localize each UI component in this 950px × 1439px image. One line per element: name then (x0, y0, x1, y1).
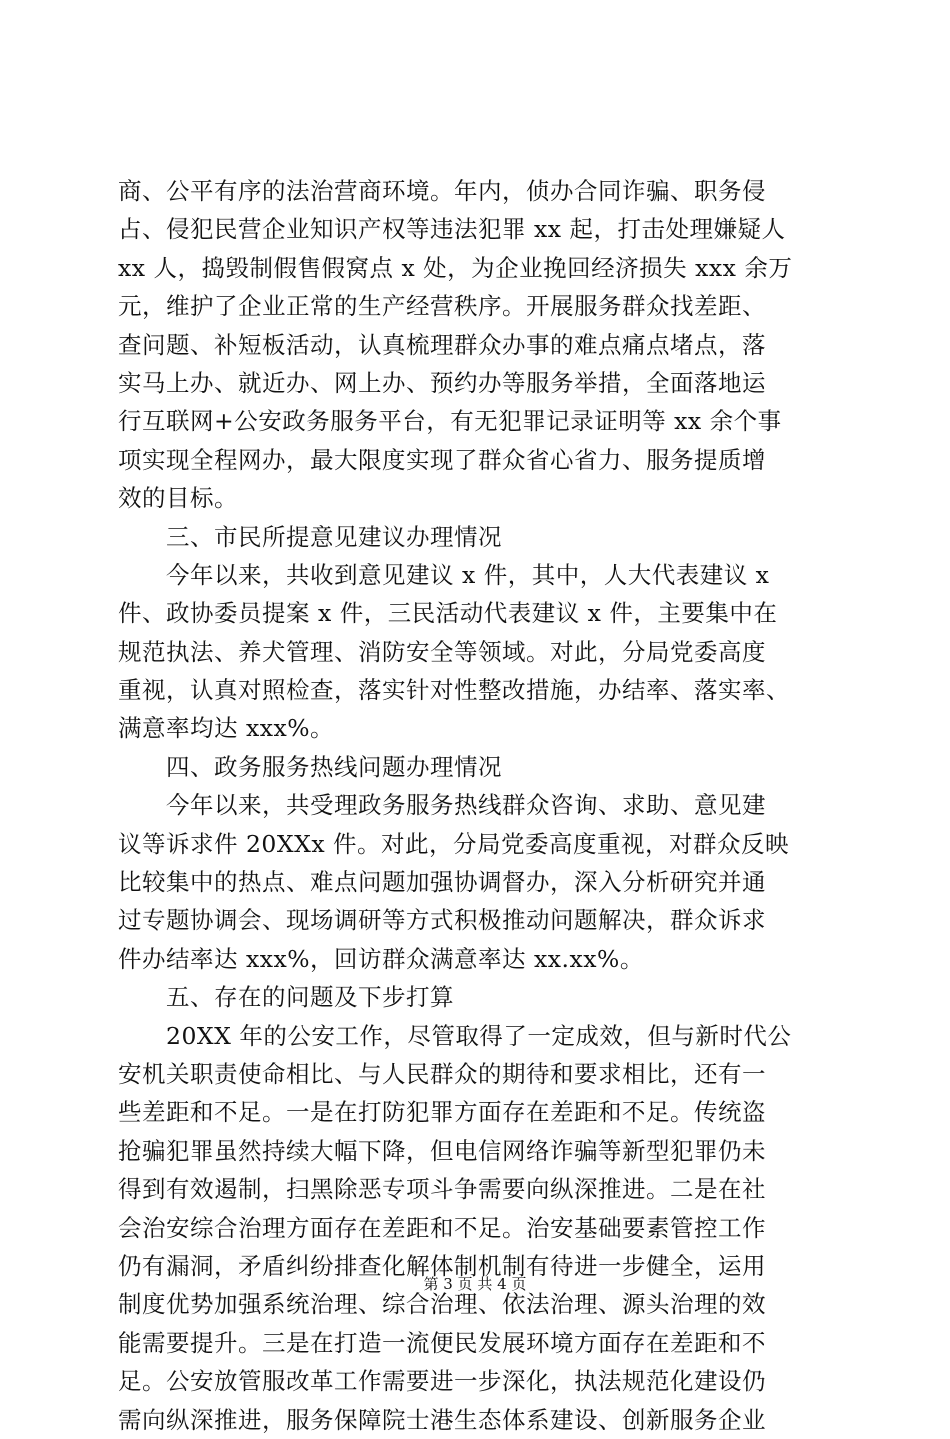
document-body (118, 172, 838, 1439)
text-line: 元，维护了企业正常的生产经营秩序。开展服务群众找差距、 (118, 292, 766, 321)
text-line: 比较集中的热点、难点问题加强协调督办，深入分析研究并通 (118, 868, 766, 897)
text-line: 过专题协调会、现场调研等方式积极推动问题解决，群众诉求 (118, 906, 766, 935)
page-footer: 第 3 页 共 4 页 (423, 1275, 527, 1293)
text-line: 三、市民所提意见建议办理情况 (166, 522, 502, 551)
text-line: 重视，认真对照检查，落实针对性整改措施，办结率、落实率、 (118, 676, 790, 705)
text-line: 四、政务服务热线问题办理情况 (166, 752, 502, 781)
text-line: 制度优势加强系统治理、综合治理、依法治理、源头治理的效 (118, 1290, 766, 1319)
text-line: 议等诉求件 20XXx 件。对此，分局党委高度重视，对群众反映 (118, 829, 790, 858)
text-line: 五、存在的问题及下步打算 (166, 983, 454, 1012)
text-line: 件办结率达 xxx%，回访群众满意率达 xx.xx%。 (118, 944, 644, 973)
text-line: 查问题、补短板活动，认真梳理群众办事的难点痛点堵点，落 (118, 330, 766, 359)
text-line: 今年以来，共受理政务服务热线群众咨询、求助、意见建 (166, 791, 766, 820)
text-line: xx 人，捣毁制假售假窝点 x 处，为企业挽回经济损失 xxx 余万 (118, 253, 793, 282)
text-line: 能需要提升。三是在打造一流便民发展环境方面存在差距和不 (118, 1328, 766, 1357)
text-line: 规范执法、养犬管理、消防安全等领域。对此，分局党委高度 (118, 637, 766, 666)
text-line: 些差距和不足。一是在打防犯罪方面存在差距和不足。传统盗 (118, 1098, 766, 1127)
text-line: 足。公安放管服改革工作需要进一步深化，执法规范化建设仍 (118, 1367, 766, 1396)
text-line: 效的目标。 (118, 484, 238, 513)
text-line: 项实现全程网办，最大限度实现了群众省心省力、服务提质增 (118, 445, 766, 474)
text-line: 件、政协委员提案 x 件，三民活动代表建议 x 件，主要集中在 (118, 599, 778, 628)
text-line: 需向纵深推进，服务保障院士港生态体系建设、创新服务企业 (118, 1405, 766, 1434)
text-line: 得到有效遏制，扫黑除恶专项斗争需要向纵深推进。二是在社 (118, 1175, 766, 1204)
text-line: 满意率均达 xxx%。 (118, 714, 335, 743)
text-line: 今年以来，共收到意见建议 x 件，其中，人大代表建议 x (166, 560, 770, 589)
text-line: 抢骗犯罪虽然持续大幅下降，但电信网络诈骗等新型犯罪仍未 (118, 1136, 766, 1165)
text-line: 行互联网+公安政务服务平台，有无犯罪记录证明等 xx 余个事 (118, 407, 782, 436)
text-line: 仍有漏洞，矛盾纠纷排查化解体制机制有待进一步健全，运用 (118, 1251, 766, 1280)
text-line: 安机关职责使命相比、与人民群众的期待和要求相比，还有一 (118, 1059, 766, 1088)
text-line: 占、侵犯民营企业知识产权等违法犯罪 xx 起，打击处理嫌疑人 (118, 215, 786, 244)
text-line: 20XX 年的公安工作，尽管取得了一定成效，但与新时代公 (166, 1021, 792, 1050)
text-line: 实马上办、就近办、网上办、预约办等服务举措，全面落地运 (118, 368, 766, 397)
text-line: 会治安综合治理方面存在差距和不足。治安基础要素管控工作 (118, 1213, 766, 1242)
text-line: 商、公平有序的法治营商环境。年内，侦办合同诈骗、职务侵 (118, 177, 766, 205)
